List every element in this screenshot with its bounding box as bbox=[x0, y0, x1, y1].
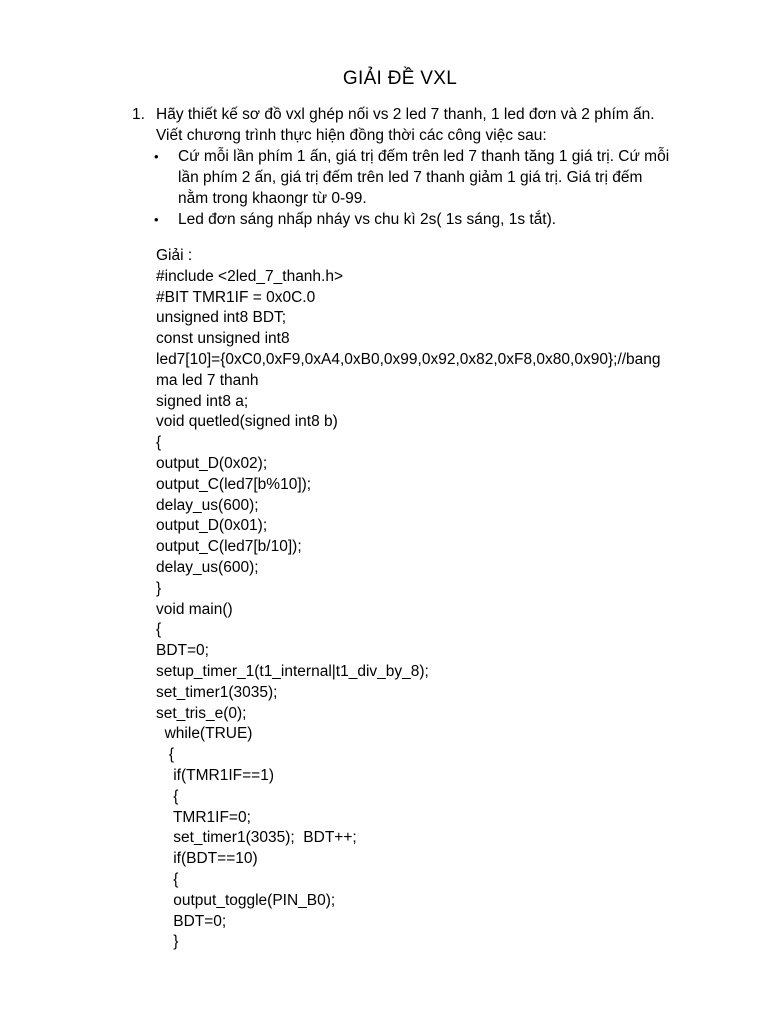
code-block bbox=[156, 246, 736, 953]
code-line: set_timer1(3035); BDT++; bbox=[156, 829, 357, 847]
code-line: { bbox=[156, 870, 179, 888]
code-line: set_timer1(3035); bbox=[156, 683, 278, 701]
code-line: output_C(led7[b%10]); bbox=[156, 475, 312, 493]
code-line: void main() bbox=[156, 600, 233, 618]
question-text bbox=[156, 104, 732, 146]
code-line: { bbox=[156, 621, 162, 639]
requirement-text bbox=[178, 209, 732, 230]
requirement-line: lần phím 2 ấn, giá trị đếm trên led 7 thanh giảm 1 giá trị. Giá trị đếm bbox=[178, 169, 643, 186]
code-line: if(TMR1IF==1) bbox=[156, 766, 274, 784]
code-line: output_D(0x02); bbox=[156, 454, 268, 472]
code-line: if(BDT==10) bbox=[156, 850, 258, 868]
question-line: Hãy thiết kế sơ đồ vxl ghép nối vs 2 led 7 thanh, 1 led đơn và 2 phím ấn. bbox=[156, 106, 655, 123]
code-line: output_toggle(PIN_B0); bbox=[156, 891, 336, 909]
code-line: void quetled(signed int8 b) bbox=[156, 413, 338, 431]
code-line: TMR1IF=0; bbox=[156, 808, 251, 826]
code-line: delay_us(600); bbox=[156, 558, 259, 576]
code-line: led7[10]={0xC0,0xF9,0xA4,0xB0,0x99,0x92,0x82,0xF8,0x80,0x90};//bang bbox=[156, 350, 661, 368]
code-line: set_tris_e(0); bbox=[156, 704, 247, 722]
code-line: setup_timer_1(t1_internal|t1_div_by_8); bbox=[156, 662, 429, 680]
code-line: { bbox=[156, 434, 162, 452]
code-line: #include <2led_7_thanh.h> bbox=[156, 267, 344, 285]
requirement-list bbox=[132, 146, 732, 230]
code-line: const unsigned int8 bbox=[156, 330, 290, 348]
code-line: while(TRUE) bbox=[156, 725, 253, 743]
code-line: BDT=0; bbox=[156, 912, 227, 930]
code-line: unsigned int8 BDT; bbox=[156, 309, 287, 327]
bullet-icon: • bbox=[154, 149, 159, 164]
code-line: Giải : bbox=[156, 247, 193, 264]
requirement-item bbox=[154, 146, 732, 209]
code-line: } bbox=[156, 579, 162, 597]
requirement-line: nằm trong khaongr từ 0-99. bbox=[178, 190, 367, 207]
code-line: { bbox=[156, 746, 175, 764]
requirement-line: Led đơn sáng nhấp nháy vs chu kì 2s( 1s sáng, 1s tắt). bbox=[178, 211, 557, 228]
question-number: 1. bbox=[132, 106, 145, 123]
code-line: output_D(0x01); bbox=[156, 517, 268, 535]
code-line: { bbox=[156, 787, 179, 805]
requirement-line: Cứ mỗi lần phím 1 ấn, giá trị đếm trên led 7 thanh tăng 1 giá trị. Cứ mỗi bbox=[178, 148, 670, 165]
requirement-item bbox=[154, 209, 732, 230]
code-line: signed int8 a; bbox=[156, 392, 249, 410]
question-row bbox=[132, 104, 732, 146]
requirement-text bbox=[178, 146, 732, 209]
code-line: } bbox=[156, 933, 179, 951]
code-line: #BIT TMR1IF = 0x0C.0 bbox=[156, 288, 316, 306]
question-line: Viết chương trình thực hiện đồng thời các công việc sau: bbox=[156, 127, 547, 144]
code-line: output_C(led7[b/10]); bbox=[156, 538, 302, 556]
document-title: GIẢI ĐỀ VXL bbox=[342, 68, 458, 89]
bullet-icon: • bbox=[154, 212, 159, 227]
code-line: BDT=0; bbox=[156, 642, 209, 660]
code-line: delay_us(600); bbox=[156, 496, 259, 514]
code-line: ma led 7 thanh bbox=[156, 371, 259, 389]
question-block bbox=[132, 104, 732, 230]
